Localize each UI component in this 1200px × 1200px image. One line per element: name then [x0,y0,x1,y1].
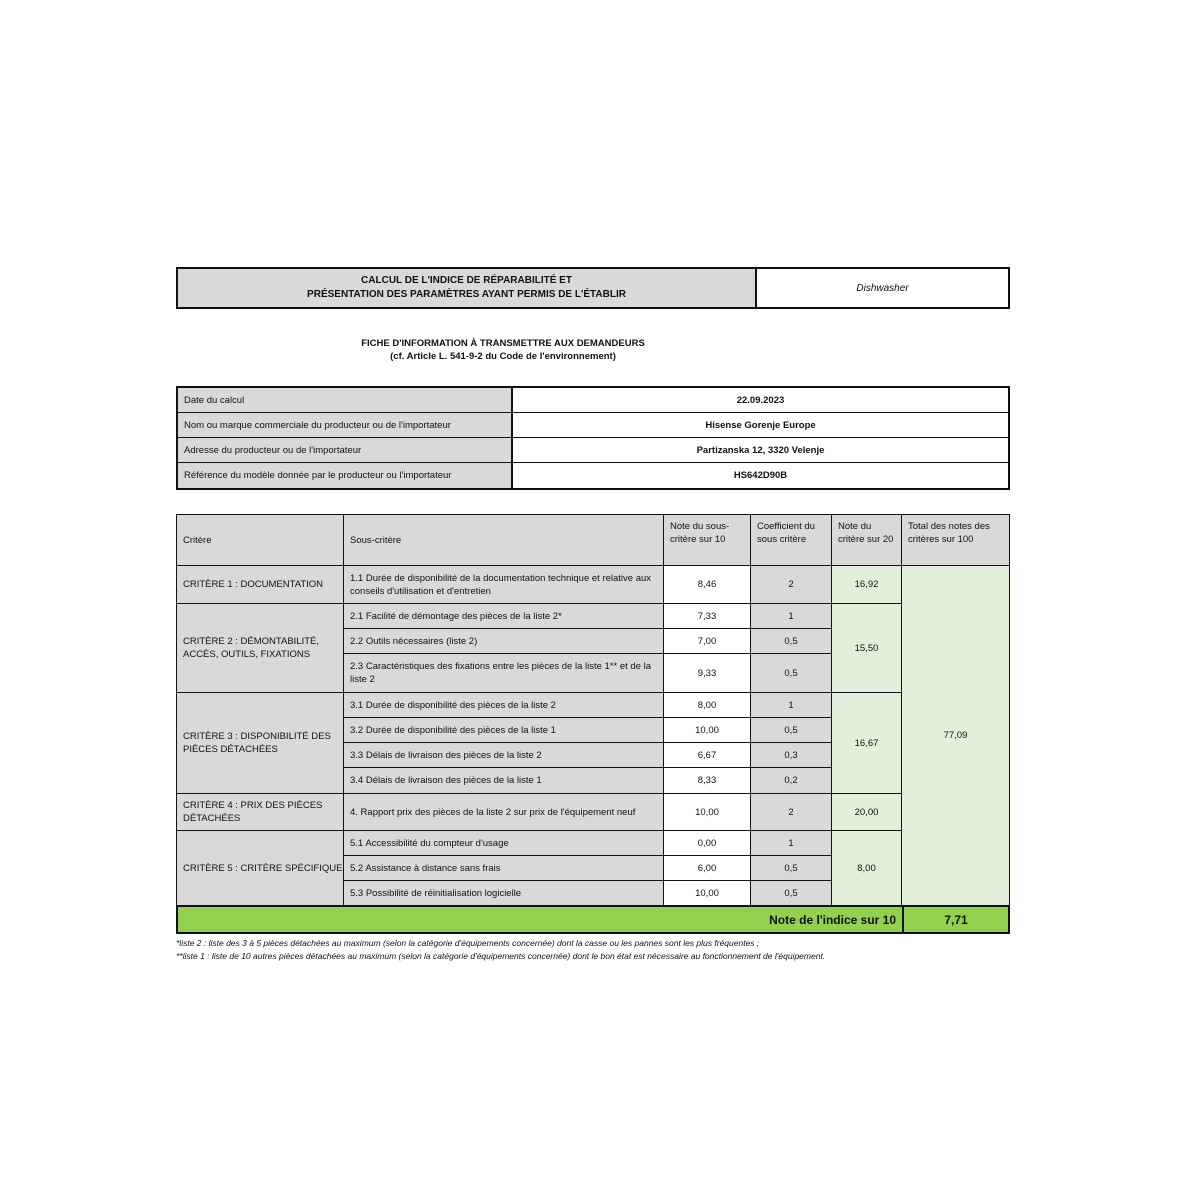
criterion-label: CRITÈRE 5 : CRITÈRE SPÉCIFIQUE [176,830,344,906]
col-header-coefficient: Coefficient du sous critère [750,514,832,566]
sub-criterion-coef: 1 [750,692,832,718]
product-category: Dishwasher [856,282,909,294]
sub-criterion-note: 8,00 [663,692,751,718]
sub-criterion-note: 10,00 [663,717,751,743]
footnote-liste-2: *liste 2 : liste des 3 à 5 pièces détachées au maximum (selon la catégorie d'équipements concernée) dont la casse ou les pannes sont les plus fréquentes ; [176,938,760,948]
sub-criterion-note: 6,67 [663,742,751,768]
sub-criterion-note: 9,33 [663,653,751,693]
subtitle-line1: FICHE D'INFORMATION À TRANSMETTRE AUX DEMANDEURS [361,338,645,349]
sub-criterion-coef: 0,5 [750,855,832,881]
info-row [178,463,1008,488]
info-label: Nom ou marque commerciale du producteur ou de l'importateur [178,413,513,437]
index-label: Note de l'indice sur 10 [769,912,896,927]
col-header-total: Total des notes des critères sur 100 [901,514,1010,566]
index-value: 7,71 [902,907,1008,932]
sub-criterion-note: 7,00 [663,628,751,654]
sub-criterion-note: 0,00 [663,830,751,856]
sub-criterion-coef: 0,2 [750,767,832,794]
info-value: Partizanska 12, 3320 Velenje [696,444,825,456]
sub-criterion-name: 5.1 Accessibilité du compteur d'usage [343,830,664,856]
sub-criterion-note: 10,00 [663,880,751,906]
sub-criterion-name: 3.4 Délais de livraison des pièces de la liste 1 [343,767,664,794]
sub-criterion-name: 3.1 Durée de disponibilité des pièces de la liste 2 [343,692,664,718]
sub-criterion-coef: 0,5 [750,717,832,743]
index-bar [176,905,1010,934]
sub-criterion-coef: 2 [750,793,832,831]
sub-criterion-coef: 2 [750,565,832,604]
sub-criterion-coef: 1 [750,830,832,856]
info-label: Adresse du producteur ou de l'importateur [178,438,513,462]
col-header-critere: Critère [176,514,344,566]
criterion-score: 8,00 [831,830,902,906]
criterion-label: CRITÈRE 3 : DISPONIBILITÉ DES PIÈCES DÉTACHÉES [176,692,344,794]
sub-criterion-name: 2.3 Caractéristiques des fixations entre les pièces de la liste 1** et de la liste 2 [343,653,664,693]
col-header-note-critere: Note du critère sur 20 [831,514,902,566]
info-label: Référence du modèle donnée par le producteur ou l'importateur [178,463,513,488]
sub-criterion-name: 1.1 Durée de disponibilité de la documentation technique et relative aux conseils d'utilisation et d'entretien [343,565,664,604]
criterion-score: 15,50 [831,603,902,693]
sub-criterion-note: 8,33 [663,767,751,794]
sub-criterion-coef: 0,5 [750,628,832,654]
sub-criterion-coef: 0,5 [750,653,832,693]
sub-criterion-name: 5.2 Assistance à distance sans frais [343,855,664,881]
criterion-label: CRITÈRE 1 : DOCUMENTATION [176,565,344,604]
footnote-liste-1: **liste 1 : liste de 10 autres pièces détachées au maximum (selon la catégorie d'équipements concernée) dont le bon état est nécessaire au fonctionnement de l'équipement. [176,951,826,961]
criterion-label: CRITÈRE 2 : DÉMONTABILITÉ, ACCÈS, OUTILS, FIXATIONS [176,603,344,693]
criterion-score: 16,67 [831,692,902,794]
sub-criterion-name: 2.1 Facilité de démontage des pièces de la liste 2* [343,603,664,629]
info-value: Hisense Gorenje Europe [705,419,816,431]
info-value: HS642D90B [733,470,788,481]
sub-criterion-name: 3.3 Délais de livraison des pièces de la liste 2 [343,742,664,768]
sub-criterion-note: 7,33 [663,603,751,629]
col-header-note-sous-critere: Note du sous-critère sur 10 [663,514,751,566]
criterion-score: 20,00 [831,793,902,831]
sub-criterion-coef: 0,3 [750,742,832,768]
criterion-score: 16,92 [831,565,902,604]
sub-criterion-note: 10,00 [663,793,751,831]
header-title-line1: CALCUL DE L'INDICE DE RÉPARABILITÉ ET [361,275,572,286]
sub-criterion-note: 6,00 [663,855,751,881]
info-row [178,438,1008,463]
info-row [178,388,1008,413]
sub-criterion-name: 3.2 Durée de disponibilité des pièces de la liste 1 [343,717,664,743]
sub-criterion-coef: 1 [750,603,832,629]
col-header-sous-critere: Sous-critère [343,514,664,566]
info-table [176,386,1010,490]
info-row [178,413,1008,438]
document-header [176,267,1010,309]
criterion-label: CRITÈRE 4 : PRIX DES PIÈCES DÉTACHÉES [176,793,344,831]
total-score-100: 77,09 [901,565,1010,906]
info-value: 22.09.2023 [736,394,785,406]
sub-criterion-name: 2.2 Outils nécessaires (liste 2) [343,628,664,654]
sub-criterion-coef: 0,5 [750,880,832,906]
info-label: Date du calcul [178,388,513,412]
header-title-line2: PRÉSENTATION DES PARAMÈTRES AYANT PERMIS DE L'ÉTABLIR [307,289,626,300]
subtitle-line2: (cf. Article L. 541-9-2 du Code de l'environnement) [390,351,616,362]
sub-criterion-name: 4. Rapport prix des pièces de la liste 2 sur prix de l'équipement neuf [343,793,664,831]
header-title [178,269,757,307]
sub-criterion-name: 5.3 Possibilité de réinitialisation logicielle [343,880,664,906]
sub-criterion-note: 8,46 [663,565,751,604]
